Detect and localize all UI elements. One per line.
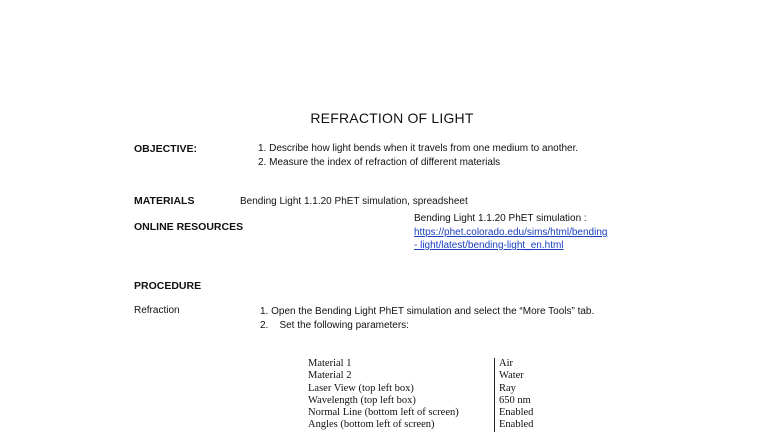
parameter-value: Water — [499, 370, 524, 382]
table-row — [308, 383, 533, 395]
document-title: REFRACTION OF LIGHT — [310, 110, 474, 126]
parameter-name: Laser View (top left box) — [308, 383, 495, 395]
procedure-step-2: 2. Set the following parameters: — [260, 320, 409, 331]
refraction-subheading: Refraction — [134, 305, 180, 316]
table-row — [308, 358, 533, 370]
table-row — [308, 370, 533, 382]
parameter-name: Material 1 — [308, 358, 495, 370]
online-resources-heading: ONLINE RESOURCES — [134, 221, 244, 233]
objective-item-1: 1. Describe how light bends when it travels from one medium to another. — [258, 143, 579, 154]
parameters-table — [308, 358, 533, 432]
table-row — [308, 407, 533, 419]
materials-text: Bending Light 1.1.20 PhET simulation, spreadsheet — [240, 196, 468, 207]
parameter-value: 650 nm — [499, 394, 531, 406]
online-resources-label: Bending Light 1.1.20 PhET simulation : — [414, 213, 587, 224]
table-row — [308, 419, 533, 431]
parameter-value: Enabled — [499, 407, 534, 419]
objective-heading: OBJECTIVE: — [134, 143, 198, 155]
parameter-name: Wavelength (top left box) — [308, 395, 495, 407]
materials-heading: MATERIALS — [134, 195, 195, 207]
parameter-value: Ray — [499, 382, 516, 394]
procedure-heading: PROCEDURE — [134, 280, 202, 292]
parameter-name: Material 2 — [308, 370, 495, 382]
phet-link-line-1[interactable]: https://phet.colorado.edu/sims/html/bending — [414, 227, 608, 238]
phet-link-line-2[interactable]: - light/latest/bending-light_en.html — [414, 240, 564, 251]
table-row — [308, 395, 533, 407]
parameter-name: Normal Line (bottom left of screen) — [308, 407, 495, 419]
parameter-value: Air — [499, 358, 513, 369]
parameter-name: Angles (bottom left of screen) — [308, 419, 495, 431]
parameter-value: Enabled — [499, 419, 534, 431]
procedure-step-1: 1. Open the Bending Light PhET simulation and select the “More Tools” tab. — [260, 306, 595, 317]
objective-item-2: 2. Measure the index of refraction of different materials — [258, 157, 501, 168]
